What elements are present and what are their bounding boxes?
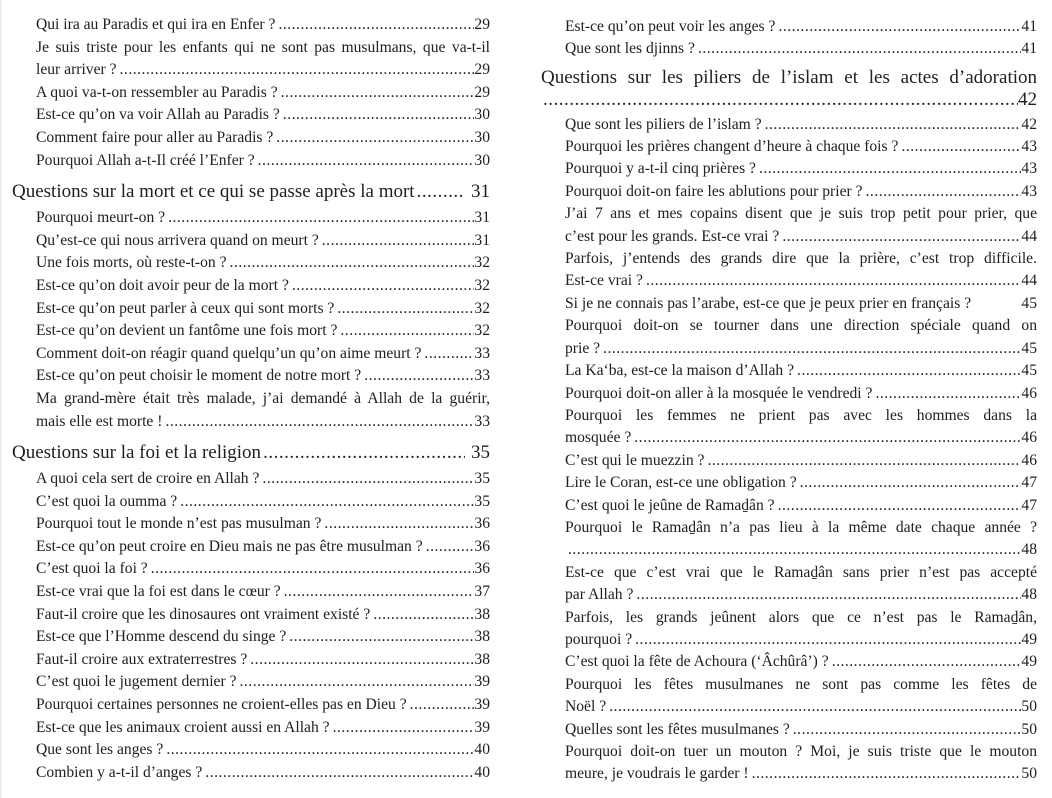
page-number: 31 [471,181,490,203]
toc-entry-text: Est-ce qu’on va voir Allah au Paradis ? [36,106,280,124]
page-number: 42 [1021,115,1037,133]
page-number: 39 [474,718,490,736]
toc-leader-line [12,439,490,466]
toc-text-line: J’ai 7 ans et mes copains disent que je suis trop petit pour prier, que [565,205,1037,223]
toc-leader-line [36,365,490,388]
toc-leader-line [565,450,1037,472]
page-number: 49 [1021,630,1037,648]
toc-entry-text: Comment doit-on réagir quand quelqu’un qu’on aime meurt ? [36,344,422,362]
toc-entry [36,762,490,785]
toc-entry [36,581,490,604]
toc-leader-line [565,495,1037,517]
dot-leader [797,360,1021,382]
toc-entry-text: mosquée ? [565,429,632,447]
toc-leader-line [36,558,490,581]
toc-entry-text: meure, je voudrais le garder ! [565,765,749,783]
toc-entry [565,38,1037,60]
page-number: 40 [474,763,490,781]
dot-leader [832,651,1022,673]
dot-leader [151,558,475,581]
toc-entry [36,694,490,717]
toc-leader-line [565,696,1037,718]
toc-entry [36,604,490,627]
dot-leader [373,604,474,627]
dot-leader [426,536,475,559]
dot-leader [636,584,1021,606]
toc-leader-line [36,298,490,321]
dot-leader [646,270,1021,292]
toc-entry-text: Est-ce vrai que la foi est dans le cœur ? [36,583,281,601]
page-number: 39 [474,696,490,714]
toc-entry [565,651,1037,673]
page-number: 30 [474,128,490,146]
toc-entry [36,320,490,343]
page-number: 38 [474,605,490,623]
toc-entry [36,513,490,536]
toc-entry-text: prie ? [565,339,601,357]
page-number: 35 [474,470,490,488]
toc-leader-line [36,513,490,536]
toc-entry [565,562,1037,607]
page-number: 38 [474,628,490,646]
page-number: 29 [474,61,490,79]
toc-leader-line [565,629,1037,651]
dot-leader [635,629,1021,651]
toc-text-line: Questions sur les piliers de l’islam et les actes d’adoration [541,66,1037,88]
page-number: 47 [1021,474,1037,492]
toc-entry [36,252,490,275]
toc-entry-text: c’est pour les grands. Est-ce vrai ? [565,227,780,245]
toc-heading-text: Questions sur la foi et la religion [12,442,262,464]
toc-leader-line [541,89,1037,111]
dot-leader [364,365,474,388]
toc-entry-text: par Allah ? [565,586,634,604]
page-number: 39 [474,673,490,691]
toc-entry [565,181,1037,203]
toc-entry-text: A quoi va-t-on ressembler au Paradis ? [36,83,278,101]
page-number: 32 [474,322,490,340]
toc-entry [565,203,1037,248]
toc-entry-text: La Ka‘ba, est-ce la maison d’Allah ? [565,362,795,380]
toc-entry [565,248,1037,293]
toc-entry-text: Est-ce qu’on peut voir les anges ? [565,18,776,35]
toc-leader-line [36,468,490,491]
toc-entry [565,136,1037,158]
toc-leader-line [36,739,490,762]
toc-entry-text: Est-ce qu’on peut parler à ceux qui sont morts ? [36,299,335,317]
toc-leader-line [36,762,490,785]
toc-entry [36,558,490,581]
dot-leader [337,298,474,321]
toc-entry [565,16,1037,38]
page-number: 30 [474,151,490,169]
toc-leader-line [36,343,490,366]
dot-leader [205,762,474,785]
toc-entry [36,207,490,230]
page-number: 46 [1021,384,1037,402]
toc-entry-text: Est-ce que l’Homme descend du singe ? [36,628,287,646]
dot-leader [543,89,1018,111]
dot-leader [284,581,475,604]
page-number: 45 [1021,339,1037,357]
toc-leader-line [565,270,1037,292]
toc-entry-text: Qu’est-ce qui nous arrivera quand on meurt ? [36,231,319,249]
page-number: 40 [474,741,490,759]
toc-entry [565,114,1037,136]
dot-leader [322,230,475,253]
dot-leader [168,207,474,230]
toc-entry [36,37,490,82]
toc-leader-line [565,181,1037,203]
toc-entry-text: Que sont les djinns ? [565,40,695,58]
toc-entry [565,741,1037,786]
toc-leader-line [565,114,1037,136]
toc-leader-line [565,427,1037,449]
toc-leader-line [565,539,1037,561]
dot-leader [240,671,475,694]
page-number: 46 [1021,429,1037,447]
page-number: 48 [1021,541,1037,559]
toc-entry [565,607,1037,652]
toc-leader-line [565,226,1037,248]
page-number: 44 [1021,227,1037,245]
toc-entry-text: Pourquoi tout le monde n’est pas musulman ? [36,515,322,533]
toc-entry [565,315,1037,360]
toc-entry-text: Est-ce vrai ? [565,272,643,290]
toc-entry [36,536,490,559]
dot-leader [165,411,474,434]
dot-leader [250,649,474,672]
toc-section-heading [12,178,490,205]
page-number: 45 [1021,362,1037,380]
toc-entry [36,388,490,433]
page-number: 44 [1021,272,1037,290]
toc-leader-line [565,136,1037,158]
toc-entry [36,298,490,321]
toc-entry-text: C’est quoi la foi ? [36,560,148,578]
toc-entry [565,450,1037,472]
toc-leader-line [36,536,490,559]
toc-leader-line [36,59,490,82]
toc-entry-text: Pourquoi meurt-on ? [36,209,166,227]
toc-leader-line [36,626,490,649]
toc-entry-text: Faut-il croire que les dinosaures ont vraiment existé ? [36,605,371,623]
dot-leader [166,739,474,762]
page-number: 32 [474,299,490,317]
dot-leader [283,104,475,127]
toc-text-line: Pourquoi doit-on tuer un mouton ? Moi, je suis triste que le mouton [565,743,1037,760]
toc-entry-text: C’est quoi le jeûne de Ramaḏân ? [565,496,775,514]
dot-leader [707,450,1021,472]
toc-entry-text: Quelles sont les fêtes musulmanes ? [565,720,790,738]
toc-leader-line [565,651,1037,673]
dot-leader [324,513,474,536]
toc-entry-text: Pourquoi Allah a-t-Il créé l’Enfer ? [36,151,255,169]
toc-entry-text: Pourquoi les prières changent d’heure à chaque fois ? [565,138,899,156]
toc-leader-line [36,252,490,275]
toc-entry-text: Qui ira au Paradis et qui ira en Enfer ? [36,16,276,33]
toc-leader-line [565,38,1037,60]
toc-entry-text: Est-ce qu’on peut choisir le moment de notre mort ? [36,367,362,385]
dot-leader [800,472,1022,494]
toc-entry-text: C’est qui le muezzin ? [565,451,705,469]
toc-leader-line [565,293,1037,315]
toc-entry-text: Noël ? [565,698,607,716]
page-number: 32 [474,254,490,272]
dot-leader [778,495,1022,517]
toc-entry-text: Est-ce que les animaux croient aussi en Allah ? [36,718,330,736]
toc-entry-text: mais elle est morte ! [36,412,163,430]
toc-entry-text: Faut-il croire aux extraterrestres ? [36,650,248,668]
toc-entry [565,293,1037,315]
page-number: 31 [474,231,490,249]
toc-entry [565,495,1037,517]
page-number: 36 [474,537,490,555]
dot-leader [866,181,1022,203]
toc-entry [565,383,1037,405]
toc-leader-line [36,604,490,627]
toc-entry-text: C’est quoi la fête de Achoura (‘Âchûrâ’) ? [565,653,829,671]
page-number: 29 [474,83,490,101]
toc-entry [36,671,490,694]
toc-entry-text: Comment faire pour aller au Paradis ? [36,128,274,146]
dot-leader [609,696,1021,718]
toc-text-line: Pourquoi le Ramaḏân n’a pas lieu à la même date chaque année ? [565,518,1037,536]
toc-entry [565,158,1037,180]
page-number: 50 [1021,765,1037,783]
dot-leader [120,59,475,82]
page-number: 47 [1021,496,1037,514]
toc-entry [36,468,490,491]
page-number: 43 [1021,182,1037,200]
toc-entry [565,472,1037,494]
dot-leader [752,763,1022,785]
dot-leader [417,178,465,205]
toc-entry [36,491,490,514]
toc-leader-line [36,581,490,604]
toc-leader-line [36,207,490,230]
dot-leader [793,719,1022,741]
toc-entry-text: C’est quoi la oumma ? [36,492,178,510]
toc-leader-line [565,360,1037,382]
dot-leader [289,626,474,649]
dot-leader [568,539,1021,561]
toc-entry-text: leur arriver ? [36,61,117,79]
page-number: 42 [1018,89,1037,111]
page-number: 50 [1021,698,1037,716]
page-number: 46 [1021,451,1037,469]
toc-text-line: Parfois, les grands jeûnent alors que ce n’est pas le Ramaḏân, [565,608,1037,626]
toc-leader-line [36,14,490,37]
toc-entry-text: Est-ce qu’on devient un fantôme une fois mort ? [36,322,338,340]
page-number: 36 [474,515,490,533]
toc-leader-line [36,104,490,127]
dot-leader [263,439,465,466]
toc-leader-line [565,16,1037,38]
toc-leader-line [36,275,490,298]
toc-leader-line [36,491,490,514]
toc-entry-text: Est-ce qu’on peut croire en Dieu mais ne pas être musulman ? [36,537,423,555]
toc-leader-line [36,82,490,105]
toc-entry [565,674,1037,719]
toc-entry [36,127,490,150]
toc-entry [36,626,490,649]
page-number: 45 [1021,294,1037,312]
dot-leader [262,468,474,491]
toc-entry-text: Que sont les piliers de l’islam ? [565,115,762,133]
toc-text-line: Pourquoi doit-on se tourner dans une direction spéciale quand on [565,317,1037,335]
page-number: 37 [474,583,490,601]
dot-leader [424,343,474,366]
toc-leader-line [565,158,1037,180]
toc-entry-text: Lire le Coran, est-ce une obligation ? [565,474,797,492]
toc-entry [36,365,490,388]
toc-entry-text: C’est quoi le jugement dernier ? [36,673,237,691]
dot-leader [281,82,475,105]
page-number: 31 [474,209,490,227]
dot-leader [292,275,475,298]
toc-entry [36,717,490,740]
page-number: 35 [471,442,490,464]
toc-text-line: Pourquoi les femmes ne prient pas avec les hommes dans la [565,406,1037,424]
page-number: 49 [1021,653,1037,671]
page-number: 33 [474,412,490,430]
toc-entry [36,649,490,672]
dot-leader [410,694,475,717]
toc-entry-text: Pourquoi doit-on aller à la mosquée le vendredi ? [565,384,873,402]
toc-leader-line [36,150,490,173]
toc-text-line: Parfois, j’entends des grands dire que la prière, c’est trop difficile. [565,250,1037,268]
toc-entry-text: Si je ne connais pas l’arabe, est-ce que je peux prier en français ? [565,294,972,312]
toc-entry [565,360,1037,382]
toc-leader-line [565,338,1037,360]
dot-leader [765,114,1022,136]
toc-entry [36,150,490,173]
toc-leader-line [36,230,490,253]
toc-entry-text: pourquoi ? [565,630,633,648]
page-number: 41 [1021,40,1037,58]
toc-page-right [526,0,1052,798]
dot-leader [759,158,1021,180]
toc-entry [565,405,1037,450]
dot-leader [634,427,1021,449]
toc-entry [36,275,490,298]
dot-leader [782,226,1021,248]
toc-leader-line [36,671,490,694]
page-number: 38 [474,650,490,668]
toc-entry [36,14,490,37]
page-number: 33 [474,367,490,385]
toc-text-line: Est-ce que c’est vrai que le Ramaḏân sans prier n’est pas accepté [565,563,1037,581]
dot-leader [698,38,1021,60]
toc-section-heading [541,67,1037,112]
page-number: 30 [474,106,490,124]
toc-entry-text: Pourquoi y a-t-il cinq prières ? [565,160,756,178]
toc-leader-line [565,763,1037,785]
page-number: 33 [474,344,490,362]
page-number: 43 [1021,138,1037,156]
dot-leader [278,14,474,37]
toc-leader-line [12,178,490,205]
toc-leader-line [36,320,490,343]
dot-leader [276,127,474,150]
page-number: 43 [1021,160,1037,178]
toc-text-line: Pourquoi les fêtes musulmanes ne sont pas comme les fêtes de [565,675,1037,693]
dot-leader [901,136,1021,158]
dot-leader [875,383,1021,405]
dot-leader [258,150,475,173]
toc-section-heading [12,439,490,466]
toc-entry [36,104,490,127]
toc-leader-line [565,472,1037,494]
dot-leader [230,252,475,275]
dot-leader [180,491,474,514]
toc-leader-line [36,717,490,740]
page-number: 36 [474,560,490,578]
toc-heading-text: Questions sur la mort et ce qui se passe après la mort [12,181,415,203]
toc-entry-text: Pourquoi certaines personnes ne croient-elles pas en Dieu ? [36,696,407,714]
toc-entry [36,343,490,366]
toc-leader-line [565,719,1037,741]
toc-entry-text: Pourquoi doit-on faire les ablutions pour prier ? [565,182,863,200]
page-number: 35 [474,492,490,510]
toc-entry [565,517,1037,562]
toc-entry [36,739,490,762]
page-number: 48 [1021,586,1037,604]
toc-entry-text: Est-ce qu’on doit avoir peur de la mort ? [36,276,289,294]
toc-leader-line [565,383,1037,405]
toc-entry-text: Que sont les anges ? [36,741,164,759]
toc-text-line: Je suis triste pour les enfants qui ne sont pas musulmans, que va-t-il [36,38,490,56]
page-number: 32 [474,276,490,294]
dot-leader [340,320,474,343]
toc-leader-line [36,127,490,150]
toc-entry-text: Combien y a-t-il d’anges ? [36,763,203,781]
page-number: 41 [1021,18,1037,35]
toc-leader-line [565,584,1037,606]
dot-leader [333,717,475,740]
dot-leader [603,338,1021,360]
toc-entry-text: Une fois morts, où reste-t-on ? [36,254,227,272]
page-number: 50 [1021,720,1037,738]
toc-leader-line [36,694,490,717]
toc-leader-line [36,411,490,434]
toc-text-line: Ma grand-mère était très malade, j’ai demandé à Allah de la guérir, [36,389,490,407]
toc-entry [565,719,1037,741]
toc-leader-line [36,649,490,672]
toc-entry [36,230,490,253]
dot-leader [778,16,1021,38]
toc-entry [36,82,490,105]
page-number: 29 [474,16,490,33]
toc-entry-text: A quoi cela sert de croire en Allah ? [36,470,260,488]
